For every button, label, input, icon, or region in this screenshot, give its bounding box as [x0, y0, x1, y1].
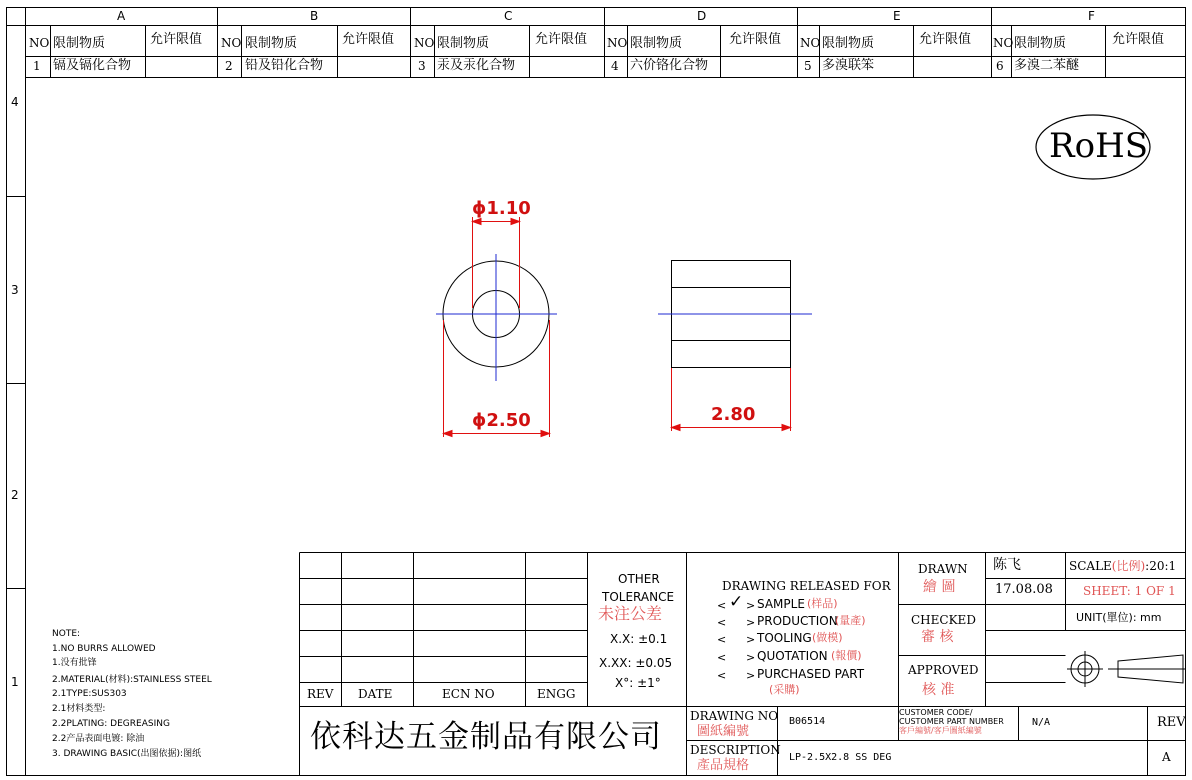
header-name: 限制物质	[245, 36, 298, 51]
sheet-number: SHEET: 1 OF 1	[1083, 584, 1176, 598]
approved-label-cn: 核 准	[922, 682, 955, 698]
scale-label-en: SCALE	[1069, 559, 1112, 573]
header-limit: 允许限值	[535, 32, 588, 47]
description-label-cn: 產品規格	[697, 758, 750, 773]
header-name: 限制物质	[630, 36, 683, 51]
substance-no: 3	[418, 59, 426, 73]
approved-label: APPROVED	[908, 663, 979, 677]
header-no: NO	[414, 36, 435, 50]
drawn-label-cn: 繪 圖	[923, 579, 956, 595]
notes-title: NOTE:	[52, 629, 81, 639]
scale-label	[1069, 560, 1176, 572]
release-bracket-icon: >	[746, 669, 756, 682]
tolerance-title-cn: 未注公差	[598, 604, 663, 623]
customer-code-label: CUSTOMER PART NUMBER	[899, 717, 1004, 726]
substance-no: 5	[804, 59, 812, 73]
header-no: NO	[29, 36, 50, 50]
release-title: DRAWING RELEASED FOR	[722, 579, 891, 593]
header-no: NO	[993, 36, 1014, 50]
unit-label-text: UNIT(單位):	[1076, 611, 1137, 624]
release-bracket-icon: >	[746, 616, 756, 629]
header-limit: 允许限值	[150, 32, 203, 47]
substance-name: 六价铬化合物	[630, 58, 709, 73]
release-option-tooling[interactable]: TOOLING	[757, 631, 812, 645]
zone-col-a: A	[117, 9, 126, 23]
check-icon: ✓	[729, 592, 744, 612]
checked-label: CHECKED	[911, 613, 976, 627]
release-option-quotation-cn: (報價)	[831, 649, 862, 662]
scale-label-cn: (比例)	[1111, 559, 1146, 573]
release-option-quotation[interactable]: QUOTATION	[757, 649, 828, 663]
rev-value: A	[1162, 750, 1171, 764]
projection-symbol	[1067, 651, 1186, 687]
drawing-no-label-cn: 圖紙編號	[697, 724, 750, 739]
substance-no: 1	[33, 59, 41, 73]
length-dimension: 2.80	[711, 404, 756, 425]
scale-value: :20:1	[1145, 559, 1177, 573]
header-name: 限制物质	[437, 36, 490, 51]
description-value: LP-2.5X2.8 SS DEG	[789, 752, 892, 763]
substance-name: 多溴二苯醚	[1014, 58, 1080, 73]
drawing-no-value: B06514	[789, 716, 826, 727]
release-bracket-icon: >	[746, 633, 756, 646]
front-view	[436, 254, 557, 381]
note-line: 2.2产品表面电镀: 除油	[52, 734, 145, 744]
release-option-sample[interactable]: SAMPLE	[757, 597, 805, 611]
note-line: 2.1材料类型:	[52, 704, 106, 714]
substance-name: 多溴联笨	[822, 58, 875, 73]
note-line: 2.2PLATING: DEGREASING	[52, 719, 170, 729]
release-bracket-icon: <	[717, 599, 727, 612]
note-line: 3. DRAWING BASIC(出图依据):图纸	[52, 749, 202, 759]
rev-label: REV	[1157, 715, 1186, 730]
note-line: 1.NO BURRS ALLOWED	[52, 644, 156, 654]
zone-col-f: F	[1088, 9, 1095, 23]
release-option-purchased-cn: (采購)	[769, 683, 800, 696]
header-limit: 允许限值	[729, 32, 782, 47]
header-limit: 允许限值	[1112, 32, 1165, 47]
release-bracket-icon: >	[746, 599, 756, 612]
side-view	[658, 261, 812, 368]
header-name: 限制物质	[53, 36, 106, 51]
release-bracket-icon: >	[746, 651, 756, 664]
header-no: NO	[800, 36, 821, 50]
drawn-date: 17.08.08	[995, 582, 1053, 597]
header-no: NO	[607, 36, 628, 50]
release-bracket-icon: <	[717, 633, 727, 646]
tolerance-angle: X°: ±1°	[615, 676, 661, 690]
substance-no: 4	[611, 59, 619, 73]
header-no: NO	[221, 36, 242, 50]
engg-header: ENGG	[537, 687, 576, 701]
date-header: DATE	[358, 687, 393, 701]
release-option-sample-cn: (样品)	[807, 597, 838, 610]
release-option-production-cn: (量產)	[835, 614, 866, 627]
zone-row-2: 2	[11, 488, 19, 502]
header-name: 限制物质	[1014, 36, 1067, 51]
drawing-no-label: DRAWING NO	[690, 709, 779, 723]
release-bracket-icon: <	[717, 616, 727, 629]
release-bracket-icon: <	[717, 669, 727, 682]
ecn-header: ECN NO	[442, 687, 495, 701]
inner-diameter-dimension: ϕ1.10	[472, 198, 531, 219]
zone-col-d: D	[697, 9, 707, 23]
header-limit: 允许限值	[919, 32, 972, 47]
rohs-mark: RoHS	[1049, 126, 1149, 166]
tolerance-title: TOLERANCE	[602, 590, 675, 604]
company-name: 依科达五金制品有限公司	[310, 719, 662, 755]
unit-label	[1076, 612, 1161, 623]
release-option-production[interactable]: PRODUCTION	[757, 614, 838, 628]
substance-no: 2	[225, 59, 233, 73]
substance-name: 铅及铅化合物	[245, 58, 324, 73]
substance-no: 6	[996, 59, 1004, 73]
substance-name: 汞及汞化合物	[437, 58, 516, 73]
drawn-name: 陈飞	[993, 557, 1021, 573]
drawn-label: DRAWN	[918, 562, 968, 576]
zone-col-e: E	[893, 9, 901, 23]
zone-row-4: 4	[11, 95, 19, 109]
customer-code-label-cn: 客戶編號/客戶圖紙編號	[899, 726, 982, 735]
checked-label-cn: 審 核	[921, 629, 954, 645]
description-label: DESCRIPTION	[690, 743, 781, 757]
tolerance-xx: X.X: ±0.1	[610, 632, 668, 646]
outer-diameter-dimension: ϕ2.50	[472, 410, 531, 431]
rev-header: REV	[307, 687, 334, 701]
zone-row-1: 1	[11, 675, 19, 689]
substance-name: 镉及镉化合物	[53, 58, 132, 73]
tolerance-title: OTHER	[618, 572, 660, 586]
release-bracket-icon: <	[717, 651, 727, 664]
tolerance-xxx: X.XX: ±0.05	[599, 656, 673, 670]
customer-code-value: N/A	[1032, 717, 1051, 728]
note-line: 2.1TYPE:SUS303	[52, 689, 127, 699]
unit-value: mm	[1140, 611, 1162, 624]
release-option-purchased[interactable]: PURCHASED PART	[757, 667, 865, 681]
zone-col-b: B	[310, 9, 319, 23]
customer-code-label: CUSTOMER CODE/	[899, 708, 973, 717]
header-name: 限制物质	[822, 36, 875, 51]
note-line: 1.没有批锋	[52, 658, 97, 668]
release-option-tooling-cn: (做模)	[812, 631, 843, 644]
note-line: 2.MATERIAL(材料):STAINLESS STEEL	[52, 675, 212, 685]
zone-row-3: 3	[11, 283, 19, 297]
zone-col-c: C	[504, 9, 513, 23]
header-limit: 允许限值	[342, 32, 395, 47]
